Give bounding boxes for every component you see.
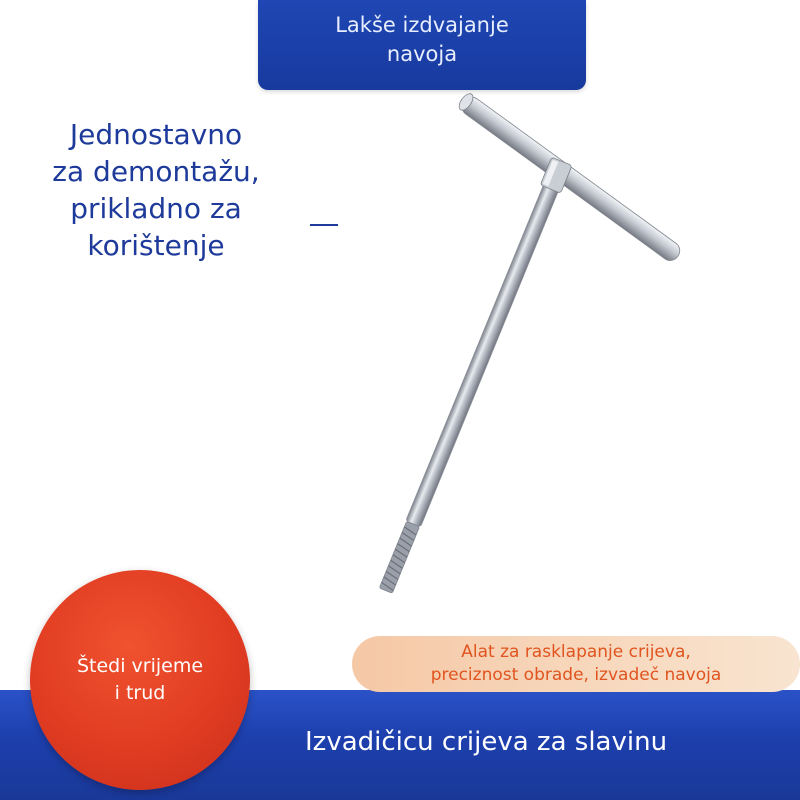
tool-shaft	[406, 175, 563, 527]
feature-line-4: korištenje	[87, 229, 225, 262]
top-banner-line-1: Lakše izdvajanje	[335, 13, 509, 37]
pill-line-2: preciznost obrade, izvadeč navoja	[430, 665, 722, 685]
feature-pill	[352, 636, 800, 692]
top-banner-line-2: navoja	[386, 42, 458, 66]
product-title: Izvadičicu crijeva za slavinu	[305, 727, 668, 757]
feature-line-2: za demontažu,	[52, 155, 260, 188]
save-time-badge	[30, 570, 250, 790]
tool-handle-bar	[456, 91, 683, 264]
badge-line-2: i trud	[114, 682, 166, 704]
pill-line-1: Alat za rasklapanje crijeva,	[461, 642, 691, 662]
badge-line-1: Štedi vrijeme	[76, 655, 204, 677]
feature-line-3: prikladno za	[70, 192, 242, 225]
tool-thread	[379, 521, 419, 593]
feature-line-1: Jednostavno	[69, 118, 243, 151]
